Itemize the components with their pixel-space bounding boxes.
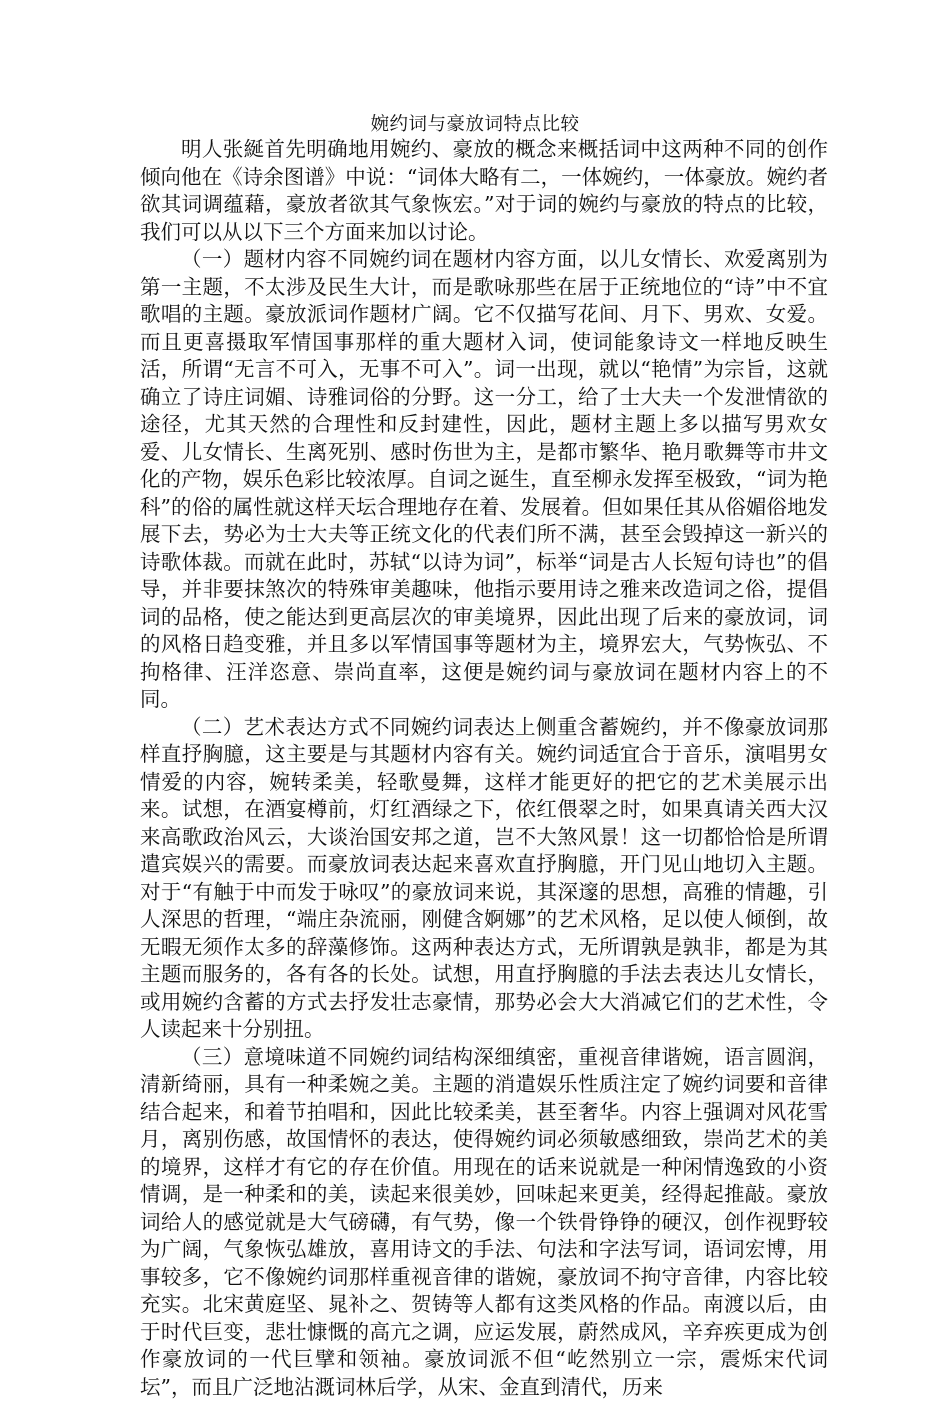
document-title: 婉约词与豪放词特点比较 <box>0 112 950 138</box>
paragraph-artistic-conception: （三）意境味道不同婉约词结构深细缜密，重视音律谐婉，语言圆润，清新绮丽，具有一种柔婉之美。主题的消遣娱乐性质注定了婉约词要和音律结合起来，和着节拍唱和，因此比较柔美，甚至奢华。内容上强调对风花雪月，离别伤感，故国情怀的表达，使得婉约词必须敏感细致，崇尚艺术的美的境界，这样才有它的存在价值。用现在的话来说就是一种闲情逸致的小资情调，是一种柔和的美，读起来很美妙，回味起来更美，经得起推敲。豪放词给人的感觉就是大气磅礴，有气势，像一个铁骨铮铮的硬汉，创作视野较为广阔，气象恢弘雄放，喜用诗文的手法、句法和字法写词，语词宏博，用事较多，它不像婉约词那样重视音律的谐婉，豪放词不拘守音律，内容比较充实。北宋黄庭坚、晁补之、贺铸等人都有这类风格的作品。南渡以后，由于时代巨变，悲壮慷慨的高亢之调，应运发展，蔚然成风，辛弃疾更成为创作豪放词的一代巨擘和领袖。豪放词派不但“屹然别立一宗，震烁宋代词坛”，而且广泛地沾溉词林后学，从宋、金直到清代，历来 <box>140 1044 828 1401</box>
document-body <box>140 136 828 1401</box>
paragraph-artistic-expression: （二）艺术表达方式不同婉约词表达上侧重含蓄婉约，并不像豪放词那样直抒胸臆，这主要是与其题材内容有关。婉约词适宜合于音乐，演唱男女情爱的内容，婉转柔美，轻歌曼舞，这样才能更好的把它的艺术美展示出来。试想，在酒宴樽前，灯红酒绿之下，依红偎翠之时，如果真请关西大汉来高歌政治风云，大谈治国安邦之道，岂不大煞风景！这一切都恰恰是所谓遣宾娱兴的需要。而豪放词表达起来喜欢直抒胸臆，开门见山地切入主题。对于“有触于中而发于咏叹”的豪放词来说，其深邃的思想，高雅的情趣，引人深思的哲理，“端庄杂流丽，刚健含婀娜”的艺术风格，足以使人倾倒，故无暇无须作太多的辞藻修饰。这两种表达方式，无所谓孰是孰非，都是为其主题而服务的，各有各的长处。试想，用直抒胸臆的手法去表达儿女情长，或用婉约含蓄的方式去抒发壮志豪情，那势必会大大消减它们的艺术性，令人读起来十分别扭。 <box>140 714 828 1044</box>
paragraph-intro: 明人张綖首先明确地用婉约、豪放的概念来概括词中这两种不同的创作倾向他在《诗余图谱》中说：“词体大略有二，一体婉约，一体豪放。婉约者欲其词调蕴藉，豪放者欲其气象恢宏。”对于词的婉约与豪放的特点的比较，我们可以从以下三个方面来加以讨论。 <box>140 136 828 246</box>
paragraph-subject-matter: （一）题材内容不同婉约词在题材内容方面，以儿女情长、欢爱离别为第一主题，不太涉及民生大计，而是歌咏那些在居于正统地位的“诗”中不宜歌唱的主题。豪放派词作题材广阔。它不仅描写花间、月下、男欢、女爱。而且更喜摄取军情国事那样的重大题材入词，使词能象诗文一样地反映生活，所谓“无言不可入，无事不可入”。词一出现，就以“艳情”为宗旨，这就确立了诗庄词媚、诗雅词俗的分野。这一分工，给了士大夫一个发泄情欲的途径，尤其天然的合理性和反封建性，因此，题材主题上多以描写男欢女爱、儿女情长、生离死别、感时伤世为主，是都市繁华、艳月歌舞等市井文化的产物，娱乐色彩比较浓厚。自词之诞生，直至柳永发挥至极致，“词为艳科”的俗的属性就这样天坛合理地存在着、发展着。但如果任其从俗媚俗地发展下去，势必为士大夫等正统文化的代表们所不满，甚至会毁掉这一新兴的诗歌体裁。而就在此时，苏轼“以诗为词”，标举“词是古人长短句诗也”的倡导，并非要抹煞次的特殊审美趣味，他指示要用诗之雅来改造词之俗，提倡词的品格，使之能达到更高层次的审美境界，因此出现了后来的豪放词，词的风格日趋变雅，并且多以军情国事等题材为主，境界宏大，气势恢弘、不拘格律、汪洋恣意、崇尚直率，这便是婉约词与豪放词在题材内容上的不同。 <box>140 246 828 714</box>
